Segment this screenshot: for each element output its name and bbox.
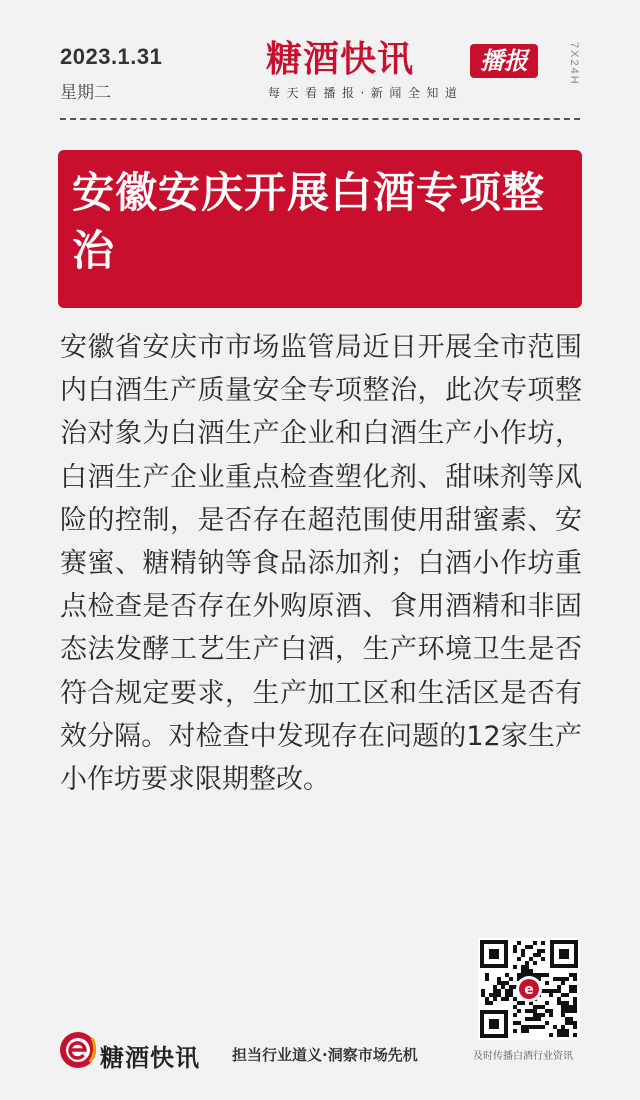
dashed-divider (60, 118, 580, 120)
brand-slogan: 每天看播报·新闻全知道 (268, 86, 464, 100)
date: 2023.1.31 (60, 44, 163, 69)
brand-header (266, 40, 566, 102)
weekday: 星期二 (60, 83, 111, 103)
qr-code-icon (478, 938, 580, 1040)
footer-slogan: 担当行业道义·洞察市场先机 (232, 1046, 418, 1064)
article-title: 安徽安庆开展白酒专项整治 (72, 168, 546, 275)
brand-name: 糖酒快讯 (266, 39, 415, 80)
article-body: 安徽省安庆市市场监管局近日开展全市范围内白酒生产质量安全专项整治，此次专项整治对象为白酒生产企业和白酒生产小作坊，白酒生产企业重点检查塑化剂、甜味剂等风险的控制，是否存在超范围使用甜蜜素、安赛蜜、糖精钠等食品添加剂；白酒小作坊重点检查是否存在外购原酒、食用酒精和非固态法发酵工艺生产白酒，生产环境卫生是否符合规定要求，生产加工区和生活区是否有效分隔。对检查中发现存在问题的12家生产小作坊要求限期整改。 (60, 332, 582, 796)
title-banner (58, 150, 582, 308)
vertical-tag: 7X24H (568, 42, 580, 86)
svg-text:e: e (524, 982, 534, 998)
e-circle-logo-icon (58, 1030, 98, 1070)
brand-tag: 播报 (470, 44, 538, 78)
footer-brand: 糖酒快讯 (100, 1044, 200, 1072)
qr-caption: 及时传播白酒行业资讯 (473, 1051, 573, 1062)
